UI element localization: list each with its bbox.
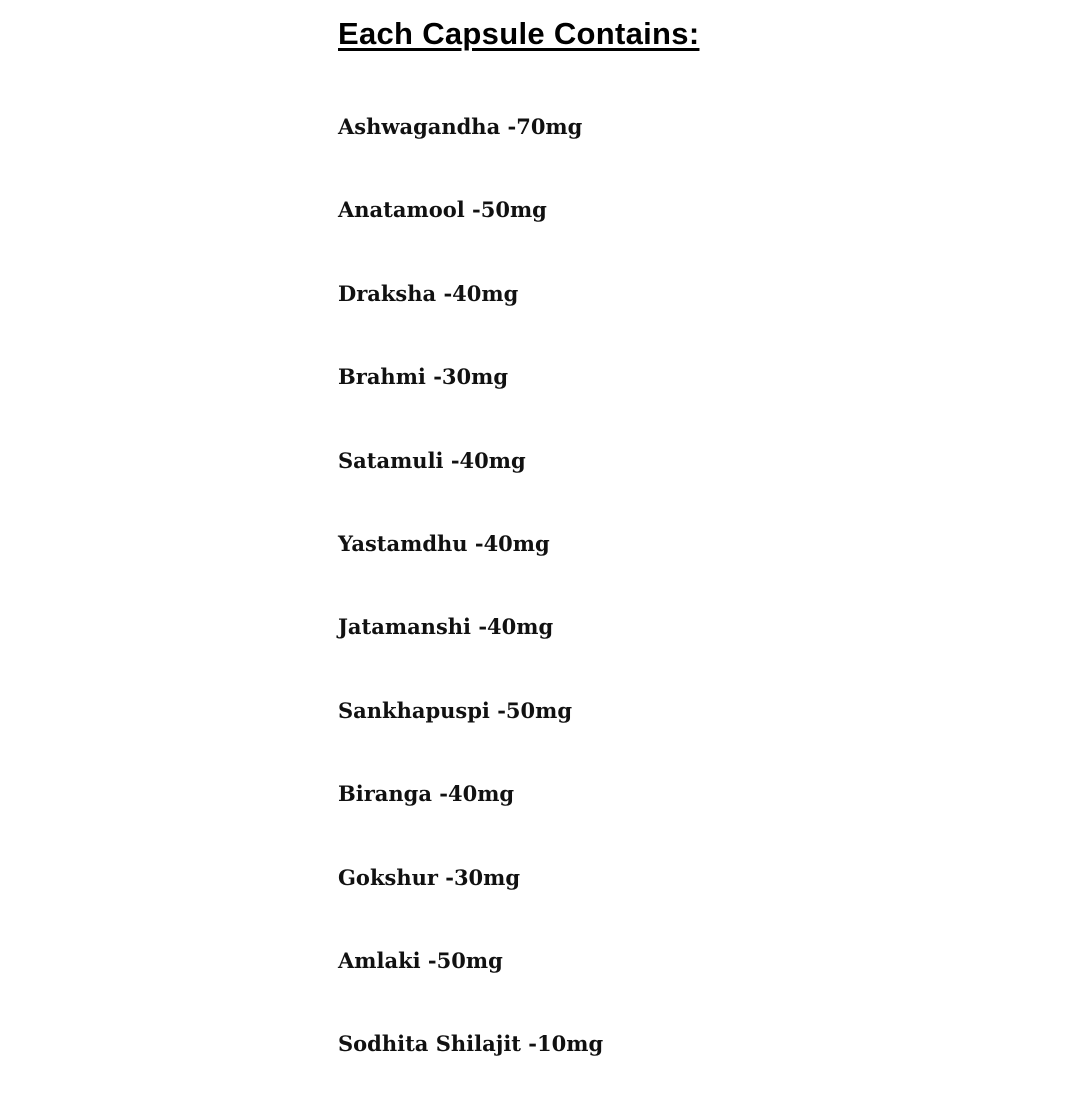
- ingredient-sankhapuspi: Sankhapuspi -50mg: [338, 697, 573, 723]
- ingredient-biranga: Biranga -40mg: [338, 781, 515, 807]
- ingredient-draksha: Draksha -40mg: [338, 280, 519, 306]
- ingredient-brahmi: Brahmi -30mg: [338, 364, 509, 390]
- document-content: [338, 14, 1038, 1057]
- ingredient-satamuli: Satamuli -40mg: [338, 447, 526, 473]
- ingredient-gokshur: Gokshur -30mg: [338, 864, 521, 890]
- ingredient-anatamool: Anatamool -50mg: [338, 197, 547, 223]
- ingredient-sodhita-shilajit: Sodhita Shilajit -10mg: [338, 1031, 604, 1057]
- ingredient-yastamdhu: Yastamdhu -40mg: [338, 530, 550, 556]
- ingredient-list: [338, 110, 603, 1111]
- ingredient-amlaki: Amlaki -50mg: [338, 947, 503, 973]
- page-title: Each Capsule Contains:: [338, 16, 700, 51]
- ingredient-jatamanshi: Jatamanshi -40mg: [338, 614, 554, 640]
- ingredient-ashwagandha: Ashwagandha -70mg: [338, 114, 583, 139]
